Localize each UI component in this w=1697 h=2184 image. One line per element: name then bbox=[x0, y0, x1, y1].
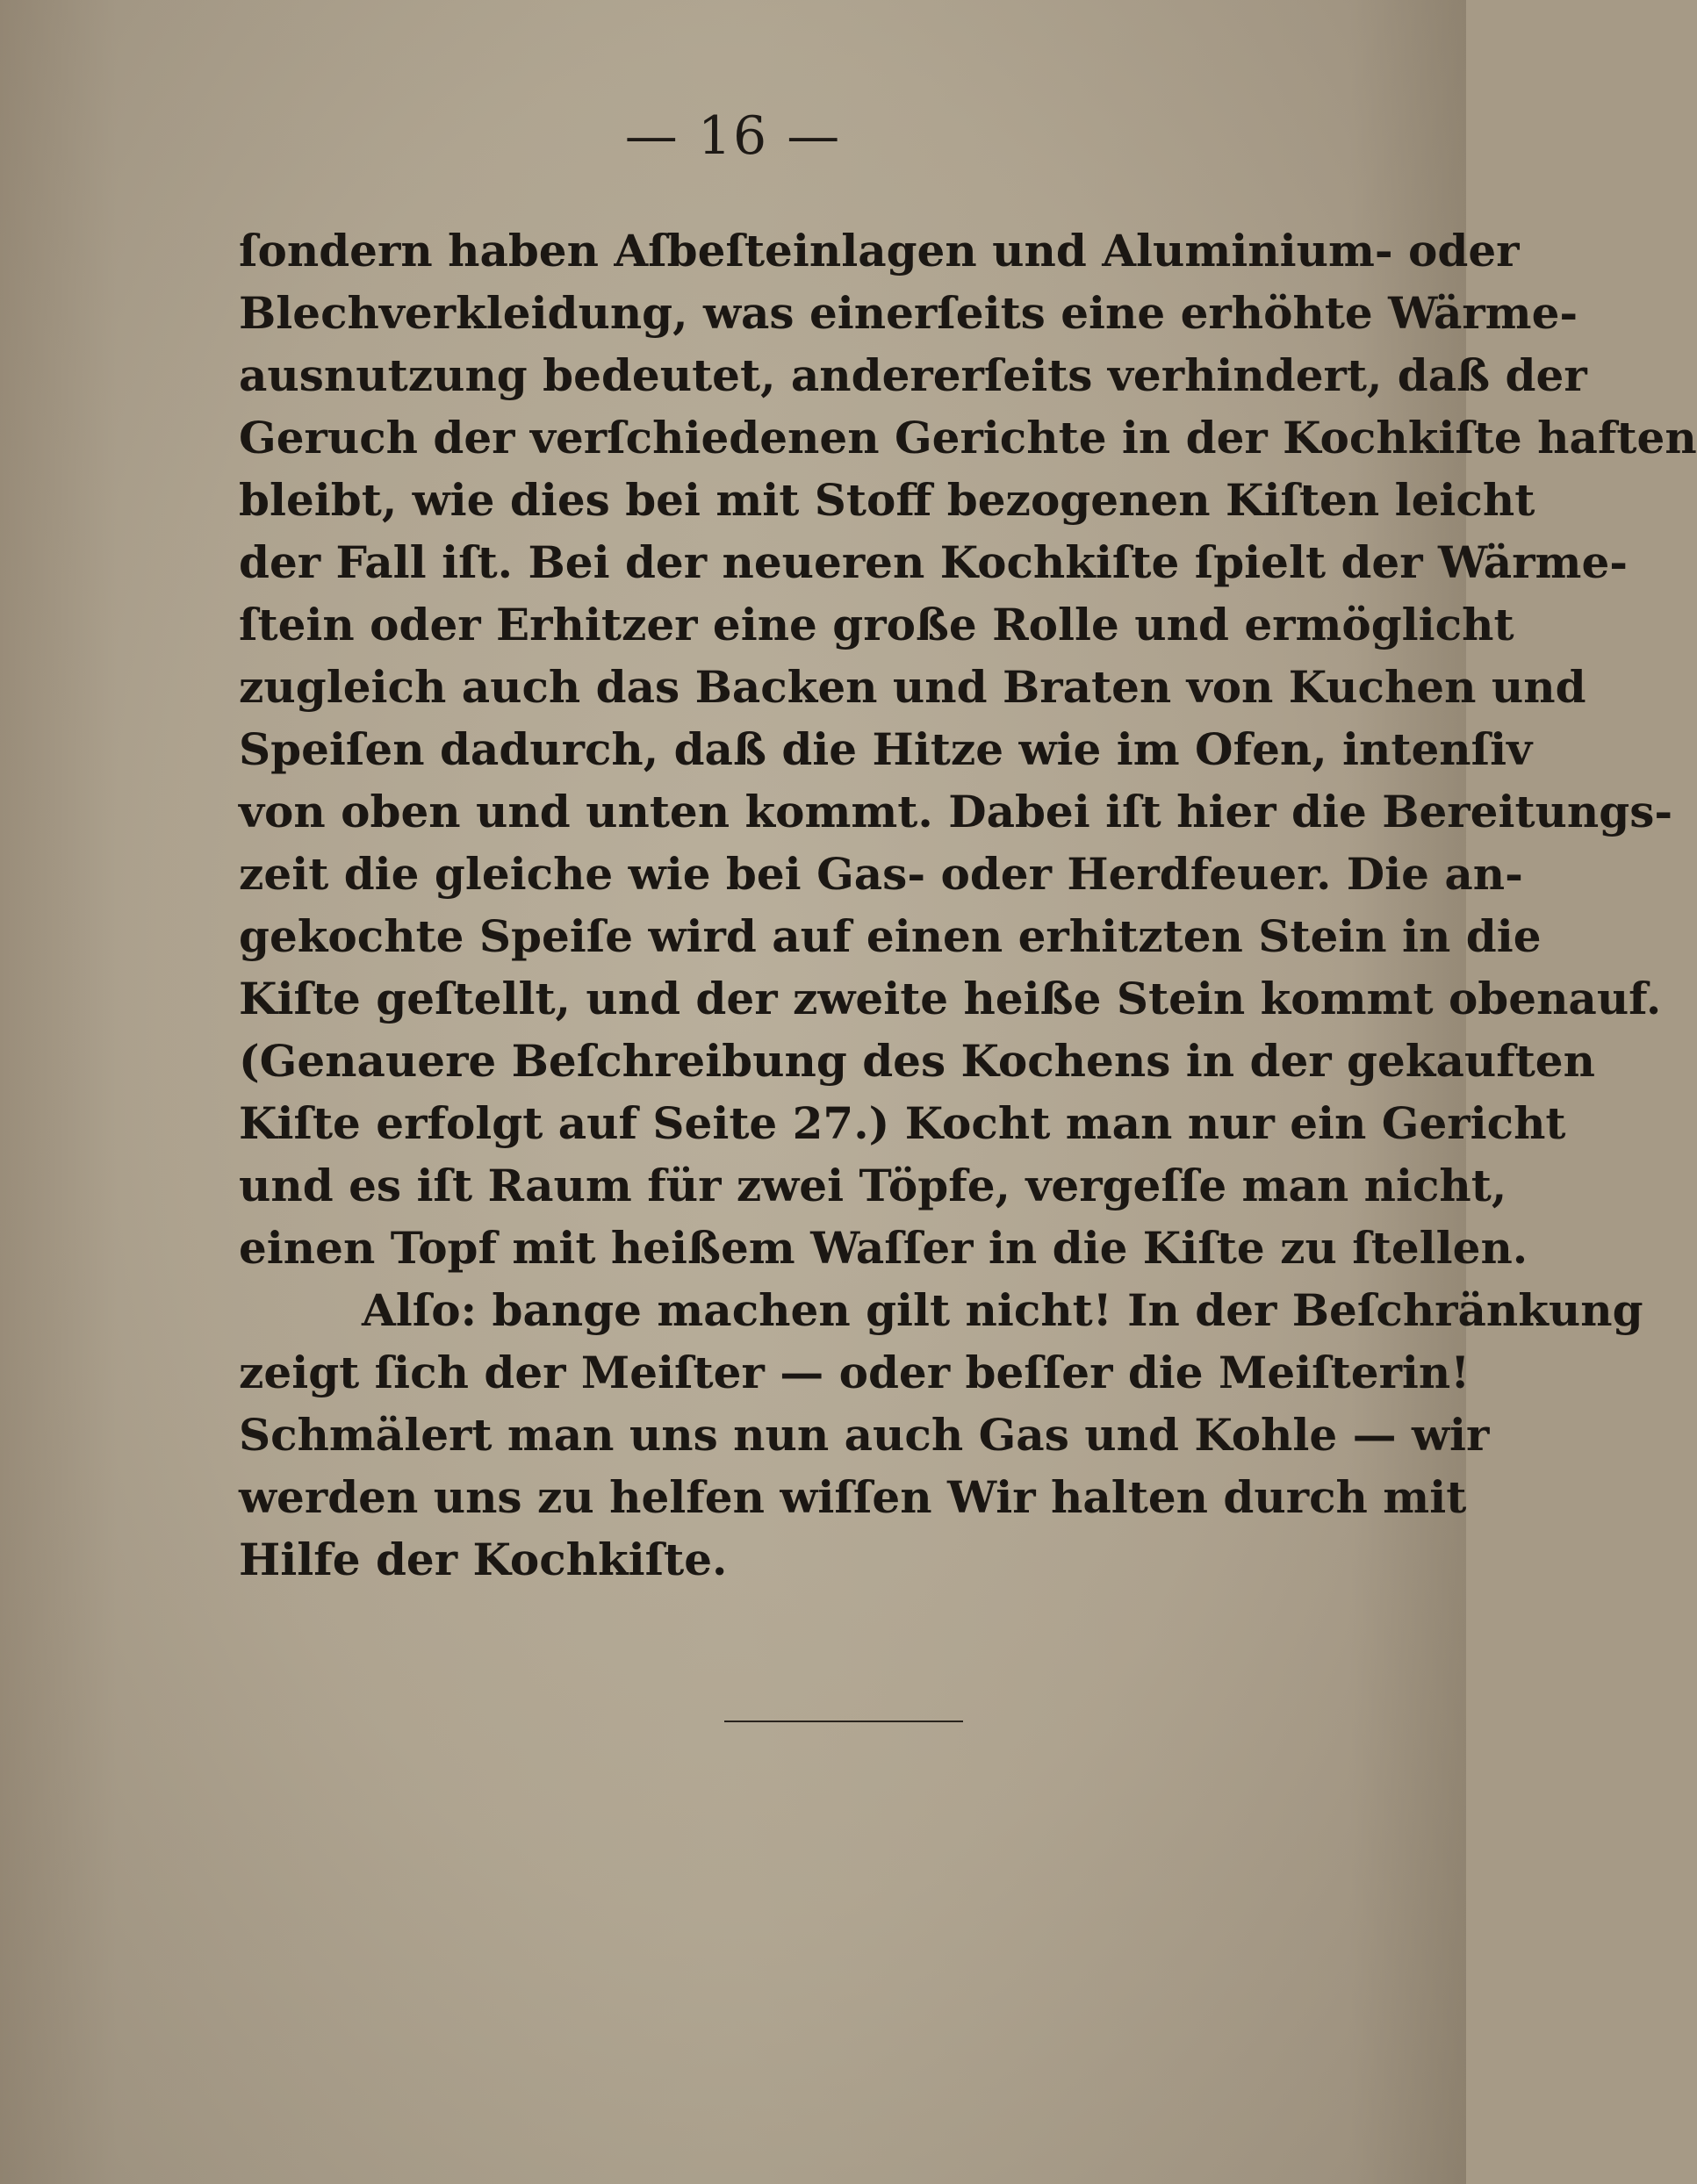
text-line: von oben und unten kommt. Dabei iſt hier die Bereitungs- bbox=[239, 786, 1673, 837]
text-line: zeit die gleiche wie bei Gas- oder Herdfeuer. Die an- bbox=[239, 848, 1523, 900]
page-number: — 16 — bbox=[624, 105, 842, 167]
text-line: ſondern haben Aſbeſteinlagen und Aluminium- oder bbox=[239, 225, 1520, 277]
text-line: und es iſt Raum für zwei Töpfe, vergeſſe man nicht, bbox=[239, 1160, 1507, 1211]
text-line: werden uns zu helfen wiſſen Wir halten durch mit bbox=[239, 1471, 1467, 1523]
text-line: gekochte Speiſe wird auf einen erhitzten Stein in die bbox=[239, 910, 1542, 962]
text-line: Kiſte geſtellt, und der zweite heiße Stein kommt obenauf. bbox=[239, 973, 1662, 1024]
text-line: zugleich auch das Backen und Braten von Kuchen und bbox=[239, 661, 1586, 713]
text-line: ſtein oder Erhitzer eine große Rolle und ermöglicht bbox=[239, 599, 1514, 650]
text-line: Blechverkleidung, was einerſeits eine erhöhte Wärme- bbox=[239, 287, 1578, 339]
text-line: zeigt ſich der Meiſter — oder beſſer die Meiſterin! bbox=[239, 1347, 1470, 1398]
text-line: Geruch der verſchiedenen Gerichte in der Kochkiſte haften bbox=[239, 412, 1697, 463]
text-line: Hilfe der Kochkiſte. bbox=[239, 1534, 728, 1585]
text-line: Alſo: bange machen gilt nicht! In der Beſchränkung bbox=[362, 1284, 1643, 1336]
section-divider bbox=[724, 1721, 963, 1722]
paragraph-2 bbox=[239, 1279, 1643, 1591]
text-line: (Genauere Beſchreibung des Kochens in der gekauften bbox=[239, 1035, 1595, 1087]
text-line: einen Topf mit heißem Waſſer in die Kiſte zu ſtellen. bbox=[239, 1222, 1528, 1274]
text-line: der Fall iſt. Bei der neueren Kochkiſte ſpielt der Wärme- bbox=[239, 536, 1629, 588]
text-line: bleibt, wie dies bei mit Stoff bezogenen Kiſten leicht bbox=[239, 474, 1535, 526]
text-line: Kiſte erfolgt auf Seite 27.) Kocht man nur ein Gericht bbox=[239, 1097, 1566, 1149]
text-line: Schmälert man uns nun auch Gas und Kohle — wir bbox=[239, 1409, 1490, 1461]
text-line: ausnutzung bedeutet, andererſeits verhindert, daß der bbox=[239, 349, 1587, 401]
body-text bbox=[239, 219, 1697, 1591]
text-line: Speiſen dadurch, daß die Hitze wie im Ofen, intenſiv bbox=[239, 723, 1533, 775]
paragraph-1 bbox=[239, 219, 1697, 1279]
